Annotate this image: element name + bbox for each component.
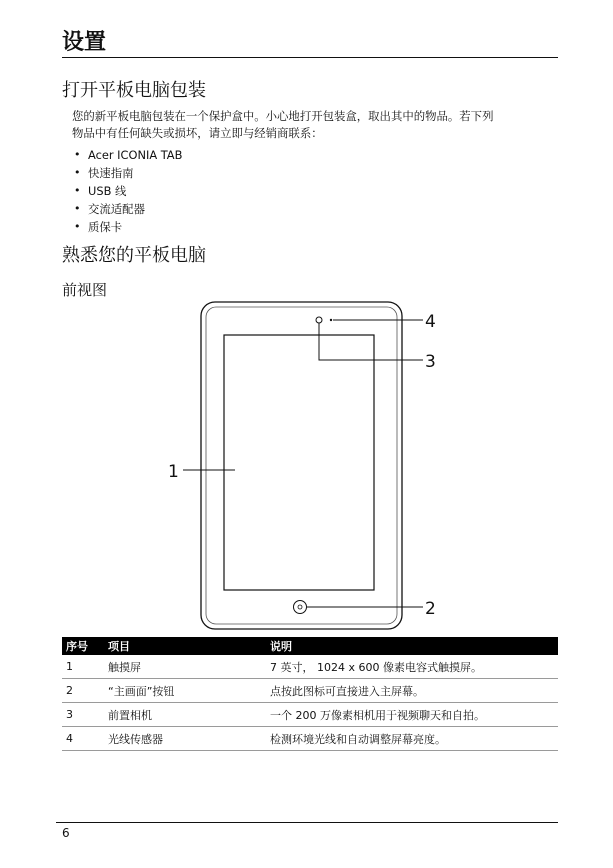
list-item: • 交流适配器	[72, 200, 182, 218]
cell-no: 3	[62, 703, 104, 727]
table-row	[62, 655, 558, 679]
cell-desc: 7 英寸， 1024 x 600 像素电容式触摸屏。	[266, 655, 558, 679]
list-item: • USB 线	[72, 182, 182, 200]
cell-item: 前置相机	[104, 703, 266, 727]
cell-no: 2	[62, 679, 104, 703]
unpack-paragraph-line: 物品中有任何缺失或损坏，请立即与经销商联系：	[72, 126, 323, 140]
table-row	[62, 727, 558, 751]
column-header-desc: 说明	[266, 637, 558, 655]
cell-item: 光线传感器	[104, 727, 266, 751]
component-table	[62, 637, 558, 751]
cell-desc: 检测环境光线和自动调整屏幕亮度。	[266, 727, 558, 751]
front-view-subheading: 前视图	[62, 281, 108, 299]
cell-item: “主画面”按钮	[104, 679, 266, 703]
unpack-heading: 打开平板电脑包装	[62, 80, 206, 101]
list-item: • 质保卡	[72, 218, 182, 236]
light-sensor-dot	[330, 319, 332, 321]
callout-label-3: 3	[425, 352, 436, 372]
cell-no: 1	[62, 655, 104, 679]
list-item: • 快速指南	[72, 164, 182, 182]
unpack-paragraph-line: 您的新平板电脑包装在一个保护盒中。小心地打开包装盒，取出其中的物品。若下列	[72, 109, 494, 123]
touchscreen-area	[224, 335, 374, 590]
cell-desc: 点按此图标可直接进入主屏幕。	[266, 679, 558, 703]
column-header-item: 项目	[104, 637, 266, 655]
table-row	[62, 679, 558, 703]
callout-label-4: 4	[425, 312, 436, 332]
footer-divider	[56, 822, 558, 823]
cell-item: 触摸屏	[104, 655, 266, 679]
familiar-heading: 熟悉您的平板电脑	[62, 245, 206, 266]
callout-label-1: 1	[168, 462, 179, 482]
column-header-no: 序号	[62, 637, 104, 655]
table-row	[62, 703, 558, 727]
cell-no: 4	[62, 727, 104, 751]
page-number: 6	[62, 826, 70, 840]
table-header-row	[62, 637, 558, 655]
cell-desc: 一个 200 万像素相机用于视频聊天和自拍。	[266, 703, 558, 727]
callout-label-2: 2	[425, 599, 436, 619]
list-item: • Acer ICONIA TAB	[72, 146, 182, 164]
page-title: 设置	[62, 30, 107, 55]
